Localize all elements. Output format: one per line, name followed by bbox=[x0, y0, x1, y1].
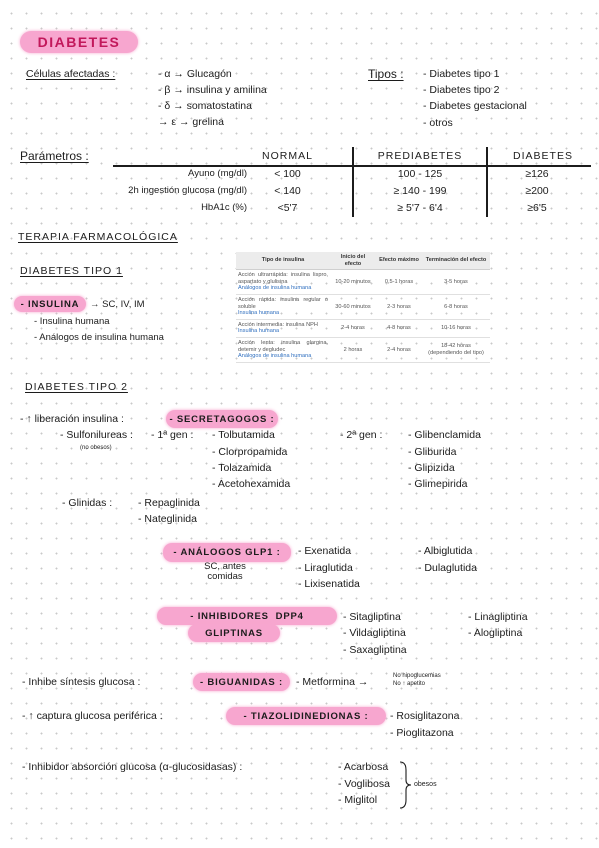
secretagogues-intro: - ↑ liberación insulina : bbox=[20, 413, 124, 425]
drug-item: - Glimepirida bbox=[408, 478, 468, 490]
table-row bbox=[236, 294, 490, 319]
aglucosidase-note: obesos bbox=[414, 781, 437, 788]
sulfonylureas-note: (no obesos) bbox=[80, 445, 112, 451]
insulin-type-note: Insulina humana bbox=[238, 310, 280, 317]
insulin-onset-cell: 2-4 horas bbox=[330, 319, 376, 337]
parameters-cell: ≥126 bbox=[525, 168, 549, 180]
parameters-header-diabetes: DIABETES bbox=[513, 150, 573, 162]
drug-item: - Rosiglitazona bbox=[390, 710, 460, 722]
drug-item: - Albiglutida bbox=[418, 545, 473, 557]
parameters-cell: < 140 bbox=[274, 185, 301, 197]
parameters-cell: < 100 bbox=[274, 168, 301, 180]
insulin-type-text: Acción intermedia: insulina NPH bbox=[238, 321, 318, 328]
insulin-peak-cell: 0,5-1 horas bbox=[376, 270, 422, 295]
insulin-header-end: Terminación del efecto bbox=[422, 252, 490, 270]
insulin-end-cell: 10-16 horas bbox=[422, 319, 490, 337]
drug-item: - Voglibosa bbox=[338, 778, 390, 790]
drug-item: - Tolazamida bbox=[212, 462, 272, 474]
parameters-row-label: HbA1c (%) bbox=[201, 202, 247, 213]
insulin-type-item: - Insulina humana bbox=[34, 316, 110, 327]
parameters-cell: ≥200 bbox=[525, 185, 549, 197]
parameters-cell: <5'7 bbox=[277, 202, 298, 214]
drug-item: - Alogliptina bbox=[468, 627, 523, 639]
drug-item: - Linagliptina bbox=[468, 611, 528, 623]
biguanides-pill: - BIGUANIDAS : bbox=[193, 673, 290, 691]
glp1-pill: - ANÁLOGOS GLP1 : bbox=[163, 543, 291, 562]
cell-item: - α → Glucagón bbox=[158, 68, 232, 80]
insulin-type-item: - Análogos de insulina humana bbox=[34, 332, 164, 343]
insulin-type-text: Acción rápida: insulina regular o soluble bbox=[238, 296, 328, 310]
biguanides-note: No hipoglucemias bbox=[393, 673, 441, 679]
insulin-type-text: Acción lenta: insulina glargina, detemir y degludec bbox=[238, 339, 328, 353]
parameters-divider bbox=[352, 147, 354, 217]
biguanides-note: No ↑ apetito bbox=[393, 681, 426, 687]
insulin-header-peak: Efecto máximo bbox=[376, 252, 422, 270]
drug-item: - Nateglinida bbox=[138, 513, 197, 525]
drug-item: - Liraglutida bbox=[298, 562, 353, 574]
type-item: - Diabetes tipo 2 bbox=[423, 84, 500, 96]
parameters-cell: 100 - 125 bbox=[397, 168, 443, 180]
insulin-type-cell bbox=[236, 337, 330, 362]
drug-item: - Saxagliptina bbox=[343, 644, 407, 656]
drug-item: - Repaglinida bbox=[138, 497, 200, 509]
drug-item: - Glipizida bbox=[408, 462, 455, 474]
drug-item: - Tolbutamida bbox=[212, 429, 275, 441]
drug-item: - Acarbosa bbox=[338, 761, 389, 773]
insulin-routes: → SC, IV, IM bbox=[90, 299, 145, 310]
insulin-onset-cell: 30-60 minutos bbox=[330, 294, 376, 319]
brace-icon bbox=[398, 760, 412, 810]
drug-item: - Metformina → bbox=[296, 676, 369, 688]
glp1-note: comidas bbox=[207, 571, 243, 582]
type-item: - otros bbox=[423, 117, 453, 129]
insulin-table-header bbox=[236, 252, 490, 270]
table-row bbox=[236, 337, 490, 362]
insulin-peak-cell: 4-8 horas bbox=[376, 319, 422, 337]
aglucosidase-intro: - Inhibidor absorción glucosa (α-glucosidasas) : bbox=[22, 761, 243, 773]
insulin-peak-cell: 2-4 horas bbox=[376, 337, 422, 362]
parameters-cell: ≥6'5 bbox=[527, 202, 547, 214]
parameters-header-normal: NORMAL bbox=[262, 150, 313, 162]
insulin-header-onset: Inicio del efecto bbox=[330, 252, 376, 270]
insulin-pill: - INSULINA bbox=[14, 296, 86, 312]
drug-item: - Sitagliptina bbox=[343, 611, 401, 623]
table-row bbox=[236, 319, 490, 337]
gen1-label: - 1ª gen : bbox=[151, 429, 194, 441]
cell-item: - β → insulina y amilina bbox=[158, 84, 267, 96]
drug-item: - Pioglitazona bbox=[390, 727, 454, 739]
therapy-heading: TERAPIA FARMACOLÓGICA bbox=[18, 231, 178, 243]
parameters-label: Parámetros : bbox=[20, 149, 89, 163]
insulin-header-type: Tipo de insulina bbox=[236, 252, 330, 270]
drug-item: - Exenatida bbox=[298, 545, 352, 557]
insulin-type-note: Insulina humana bbox=[238, 328, 280, 335]
type-item: - Diabetes gestacional bbox=[423, 100, 527, 112]
insulin-table bbox=[236, 252, 490, 363]
parameters-cell: ≥ 5'7 - 6'4 bbox=[397, 202, 443, 214]
drug-item: - Acetohexamida bbox=[212, 478, 291, 490]
parameters-cell: ≥ 140 - 199 bbox=[393, 185, 447, 197]
insulin-type-cell bbox=[236, 270, 330, 295]
drug-item: - Lixisenatida bbox=[298, 578, 360, 590]
insulin-peak-cell: 2-3 horas bbox=[376, 294, 422, 319]
insulin-onset-cell: 10-20 minutos bbox=[330, 270, 376, 295]
insulin-type-note: Análogos de insulina humana bbox=[238, 353, 312, 360]
table-row bbox=[236, 270, 490, 295]
drug-item: - Miglitol bbox=[338, 794, 378, 806]
types-label: Tipos : bbox=[368, 67, 404, 81]
biguanides-intro: - Inhibe síntesis glucosa : bbox=[22, 676, 141, 688]
insulin-onset-cell: 2 horas bbox=[330, 337, 376, 362]
parameters-row-label: 2h ingestión glucosa (mg/dl) bbox=[128, 185, 247, 196]
insulin-type-text: Acción ultrarrápida: insulina lispro, aspartato y glulisina bbox=[238, 272, 328, 285]
gliptins-pill: GLIPTINAS bbox=[188, 624, 280, 642]
glp1-note: SC, antes bbox=[204, 561, 246, 572]
sulfonylureas-label: - Sulfonilureas : bbox=[60, 429, 133, 441]
page-title: DIABETES bbox=[20, 31, 138, 53]
type1-heading: DIABETES TIPO 1 bbox=[20, 265, 123, 277]
glinides-label: - Glinidas : bbox=[62, 497, 113, 509]
drug-item: - Dulaglutida bbox=[418, 562, 477, 574]
type2-heading: DIABETES TIPO 2 bbox=[25, 381, 128, 393]
gen2-label: - 2ª gen : bbox=[340, 429, 383, 441]
insulin-end-cell: 6-8 horas bbox=[422, 294, 490, 319]
parameters-row-label: Ayuno (mg/dl) bbox=[188, 168, 247, 179]
drug-item: - Gliburida bbox=[408, 446, 457, 458]
secretagogues-pill: - SECRETAGOGOS : bbox=[166, 410, 278, 428]
cells-label: Células afectadas : bbox=[26, 68, 116, 80]
type-item: - Diabetes tipo 1 bbox=[423, 68, 500, 80]
cell-item: → ε → grelina bbox=[158, 116, 224, 128]
drug-item: - Glibenclamida bbox=[408, 429, 481, 441]
drug-item: - Vildagliptina bbox=[343, 627, 406, 639]
cell-item: - δ → somatostatina bbox=[158, 100, 252, 112]
parameters-header-prediabetes: PREDIABETES bbox=[377, 150, 463, 162]
dpp4-pill: - INHIBIDORES DPP4 bbox=[157, 607, 337, 625]
drug-item: - Clorpropamida bbox=[212, 446, 288, 458]
insulin-type-note: Análogos de insulina humana bbox=[238, 285, 312, 292]
insulin-type-cell bbox=[236, 294, 330, 319]
parameters-divider bbox=[486, 147, 488, 217]
insulin-end-cell: 18-42 horas (dependiendo del tipo) bbox=[422, 337, 490, 362]
tzd-pill: - TIAZOLIDINEDIONAS : bbox=[226, 707, 386, 725]
insulin-end-cell: 3-5 horas bbox=[422, 270, 490, 295]
insulin-type-cell bbox=[236, 319, 330, 337]
tzd-intro: - ↑ captura glucosa periférica : bbox=[22, 710, 163, 722]
